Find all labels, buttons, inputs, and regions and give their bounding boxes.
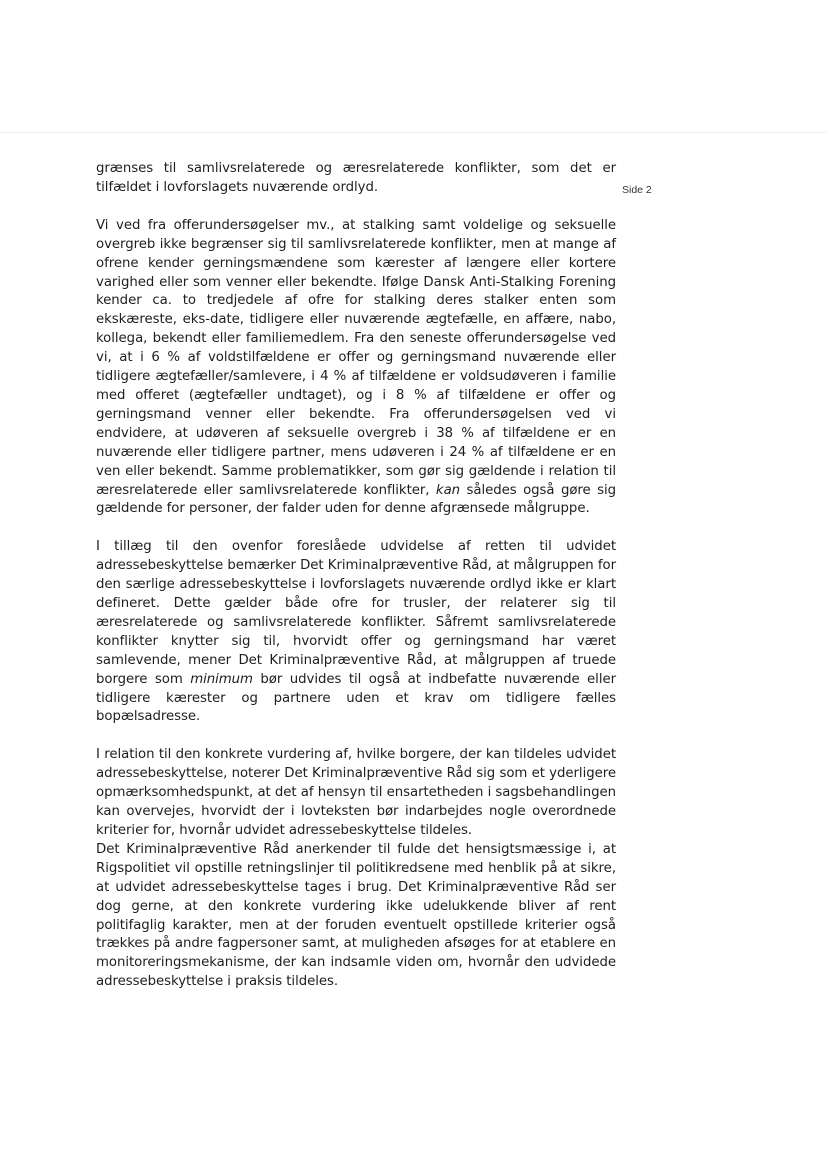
paragraph-5: Det Kriminalpræventive Råd anerkender til fulde det hensigtsmæssige i, at Rigspolitiet vil opstille retningslinjer til politikredsene med henblik på at sikre, at udvidet adressebeskyttelse tages i brug. Det Kriminalpræventive Råd ser dog gerne, at den konkrete vurdering ikke udelukkende bliver af rent politifaglig karakter, men at der foruden eventuelt opstillede kriterier også trækkes på andre fagpersoner samt, at muligheden afsøges for at etablere en monitoreringsmekanisme, der kan indsamle viden om, hvornår den udvidede adressebeskyttelse i praksis tildeles. (96, 841, 616, 990)
page-top-rule (0, 132, 828, 133)
paragraph-2-tail: således også gøre sig gældende for personer, der falder uden for denne afgrænsede målgruppe. (96, 482, 617, 517)
paragraph-3-tail: bør udvides til også at indbefatte nuværende eller tidligere kærester og partnere uden et krav om tidligere fælles bopælsadresse. (96, 671, 617, 725)
paragraph-2-emphasis: kan (435, 482, 461, 498)
paragraph-4: I relation til den konkrete vurdering af, hvilke borgere, der kan tildeles udvidet adressebeskyttelse, noterer Det Kriminalpræventive Råd sig som et yderligere opmærksomhedspunkt, at det af hensyn til ensartetheden i sagsbehandlingen kan overvejes, hvorvidt der i lovteksten bør indarbejdes nogle overordnede kriterier for, hvornår udvidet adressebeskyttelse tildeles. (96, 747, 616, 838)
paragraph-2-text: Vi ved fra offerundersøgelser mv., at stalking samt voldelige og seksuelle overgreb ikke begrænser sig til samlivsrelaterede konflikter, men at mange af ofrene kender gerningsmændene som kærester af længere eller kortere varighed eller som venner eller bekendte. Ifølge Dansk Anti-Stalking Forening kender ca. to tredjedele af ofre for stalking deres stalker enten som ekskæreste, eks-date, tidligere eller nuværende ægtefælle, en affære, nabo, kollega, bekendt eller familiemedlem. Fra den seneste offerundersøgelse ved vi, at i 6 % af voldstilfældene er offer og gerningsmand nuværende eller tidligere ægtefæller/samlevere, i 4 % af tilfældene er voldsudøveren i familie med offeret (ægtefæller undtaget), og i 8 % af tilfældene er offer og gerningsmand venner eller bekendte. Fra offerundersøgelsen ved vi endvidere, at udøveren af seksuelle overgreb i 38 % af tilfældene er en nuværende eller tidligere partner, mens udøveren i 24 % af tilfældene er en ven eller bekendt. Samme problematikker, som gør sig gældende i relation til æresrelaterede eller samlivsrelaterede konflikter, (96, 217, 616, 498)
document-body (96, 160, 616, 992)
page-number: Side 2 (622, 184, 652, 196)
paragraph-1: grænses til samlivsrelaterede og æresrelaterede konflikter, som det er tilfældet i lovforslagets nuværende ordlyd. (96, 161, 616, 195)
paragraph-3 (96, 538, 616, 727)
paragraph-3-text: I tillæg til den ovenfor foreslåede udvidelse af retten til udvidet adressebeskyttelse bemærker Det Kriminalpræventive Råd, at målgruppen for den særlige adressebeskyttelse i lovforslagets nuværende ordlyd ikke er klart defineret. Dette gælder både ofre for trusler, der relaterer sig til æresrelaterede og samlivsrelaterede konflikter. Såfremt samlivsrelaterede konflikter knytter sig til, hvorvidt offer og gerningsmand har været samlevende, mener Det Kriminalpræventive Råd, at målgruppen af truede borgere som (96, 539, 616, 687)
paragraph-2 (96, 217, 616, 520)
paragraph-3-emphasis: minimum (190, 671, 253, 687)
